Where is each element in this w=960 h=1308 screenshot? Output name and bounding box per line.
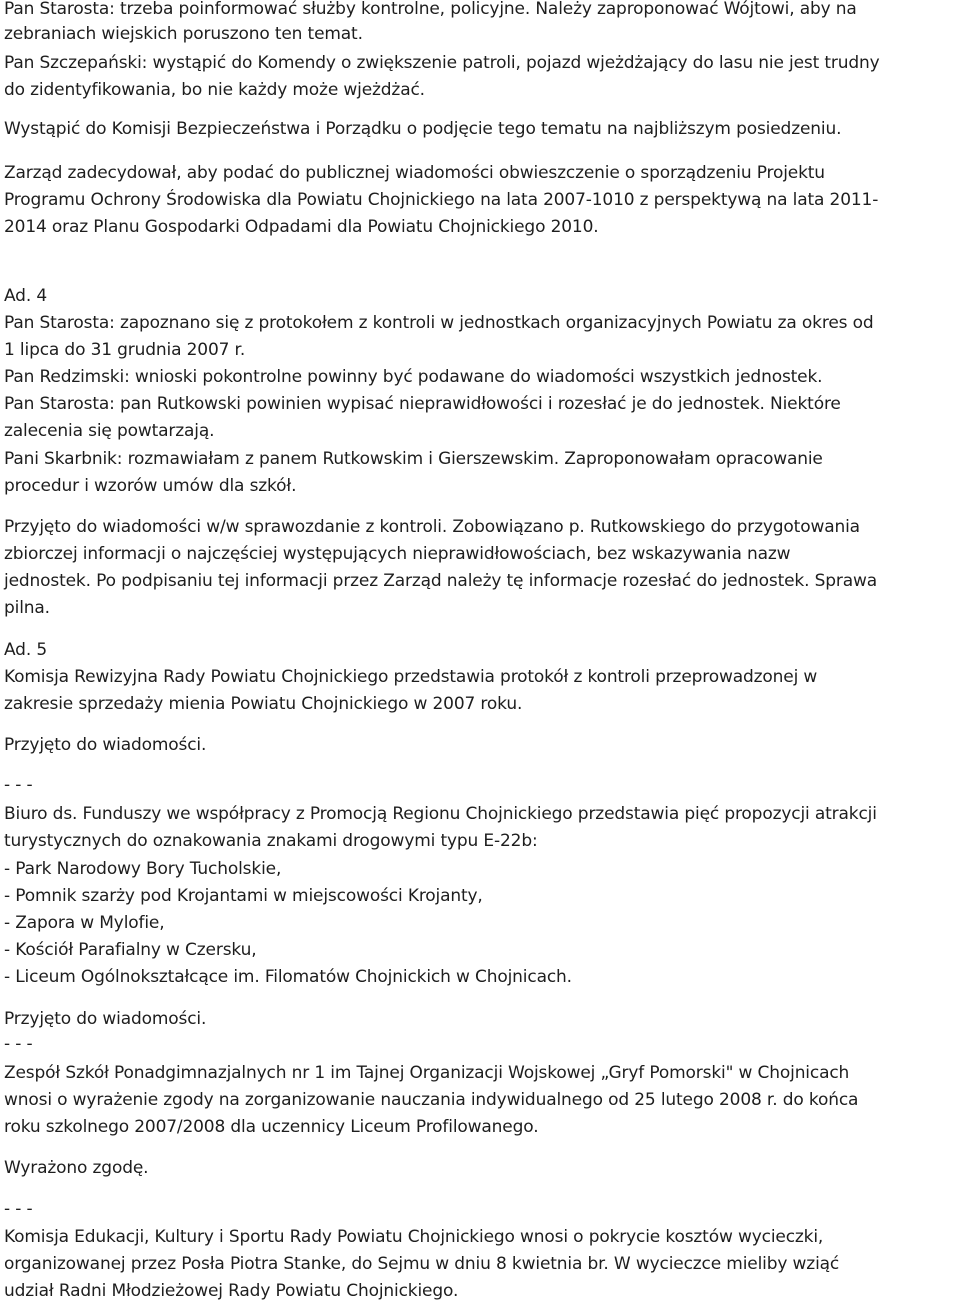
text-line: Pan Redzimski: wnioski pokontrolne powinny być podawane do wiadomości wszystkich jednostek. [4, 367, 823, 387]
text-line: Wyrażono zgodę. [4, 1158, 149, 1178]
text-line: 2014 oraz Planu Gospodarki Odpadami dla Powiatu Chojnickiego 2010. [4, 217, 599, 237]
text-line: procedur i wzorów umów dla szkół. [4, 476, 297, 496]
text-line: Pan Starosta: pan Rutkowski powinien wypisać nieprawidłowości i rozesłać je do jednostek. Niektóre [4, 394, 841, 414]
text-line: Pan Szczepański: wystąpić do Komendy o zwiększenie patroli, pojazd wjeżdżający do lasu nie jest trudny [4, 53, 880, 73]
separator: - - - [4, 775, 33, 795]
text-line: jednostek. Po podpisaniu tej informacji przez Zarząd należy tę informacje rozesłać do jednostek. Sprawa [4, 571, 878, 591]
text-line: Komisja Edukacji, Kultury i Sportu Rady Powiatu Chojnickiego wnosi o pokrycie kosztów wycieczki, [4, 1227, 824, 1247]
text-line: Pani Skarbnik: rozmawiałam z panem Rutkowskim i Gierszewskim. Zaproponowałam opracowanie [4, 449, 823, 469]
text-line: wnosi o wyrażenie zgody na zorganizowanie nauczania indywidualnego od 25 lutego 2008 r. do końca [4, 1090, 859, 1110]
list-item: - Liceum Ogólnokształcące im. Filomatów Chojnickich w Chojnicach. [4, 967, 572, 987]
section-heading: Ad. 4 [4, 286, 47, 306]
text-line: zbiorczej informacji o najczęściej występujących nieprawidłowościach, bez wskazywania nazw [4, 544, 791, 564]
separator: - - - [4, 1199, 33, 1219]
text-line: do zidentyfikowania, bo nie każdy może wjeżdżać. [4, 80, 425, 100]
text-line: organizowanej przez Posła Piotra Stanke, do Sejmu w dniu 8 kwietnia br. W wycieczce mieliby wziąć [4, 1254, 840, 1274]
text-line: Zespół Szkół Ponadgimnazjalnych nr 1 im Tajnej Organizacji Wojskowej „Gryf Pomorski" w Chojnicach [4, 1063, 850, 1083]
text-line: pilna. [4, 598, 50, 618]
text-line: zalecenia się powtarzają. [4, 421, 215, 441]
list-item: - Kościół Parafialny w Czersku, [4, 940, 257, 960]
separator: - - - [4, 1034, 33, 1054]
text-line: turystycznych do oznakowania znakami drogowymi typu E-22b: [4, 831, 538, 851]
text-line: udział Radni Młodzieżowej Rady Powiatu Chojnickiego. [4, 1281, 459, 1301]
text-line: roku szkolnego 2007/2008 dla uczennicy Liceum Profilowanego. [4, 1117, 539, 1137]
text-line: Biuro ds. Funduszy we współpracy z Promocją Regionu Chojnickiego przedstawia pięć propozycji atrakcji [4, 804, 877, 824]
text-line: 1 lipca do 31 grudnia 2007 r. [4, 340, 246, 360]
text-line: Wystąpić do Komisji Bezpieczeństwa i Porządku o podjęcie tego tematu na najbliższym posiedzeniu. [4, 119, 842, 139]
text-line: Pan Starosta: zapoznano się z protokołem z kontroli w jednostkach organizacyjnych Powiatu za okres od [4, 313, 874, 333]
list-item: - Pomnik szarży pod Krojantami w miejscowości Krojanty, [4, 886, 483, 906]
text-line: zakresie sprzedaży mienia Powiatu Chojnickiego w 2007 roku. [4, 694, 523, 714]
section-heading: Ad. 5 [4, 640, 47, 660]
text-line: Przyjęto do wiadomości. [4, 735, 207, 755]
text-line: Pan Starosta: trzeba poinformować służby kontrolne, policyjne. Należy zaproponować Wójtowi, aby na [4, 0, 857, 19]
text-line: Komisja Rewizyjna Rady Powiatu Chojnickiego przedstawia protokół z kontroli przeprowadzonej w [4, 667, 818, 687]
text-line: Zarząd zadecydował, aby podać do publicznej wiadomości obwieszczenie o sporządzeniu Projektu [4, 163, 825, 183]
list-item: - Park Narodowy Bory Tucholskie, [4, 859, 282, 879]
text-line: Przyjęto do wiadomości w/w sprawozdanie z kontroli. Zobowiązano p. Rutkowskiego do przygotowania [4, 517, 860, 537]
list-item: - Zapora w Mylofie, [4, 913, 165, 933]
text-line: zebraniach wiejskich poruszono ten temat. [4, 24, 363, 44]
text-line: Programu Ochrony Środowiska dla Powiatu Chojnickiego na lata 2007-1010 z perspektywą na lata 2011- [4, 190, 879, 210]
text-line: Przyjęto do wiadomości. [4, 1009, 207, 1029]
